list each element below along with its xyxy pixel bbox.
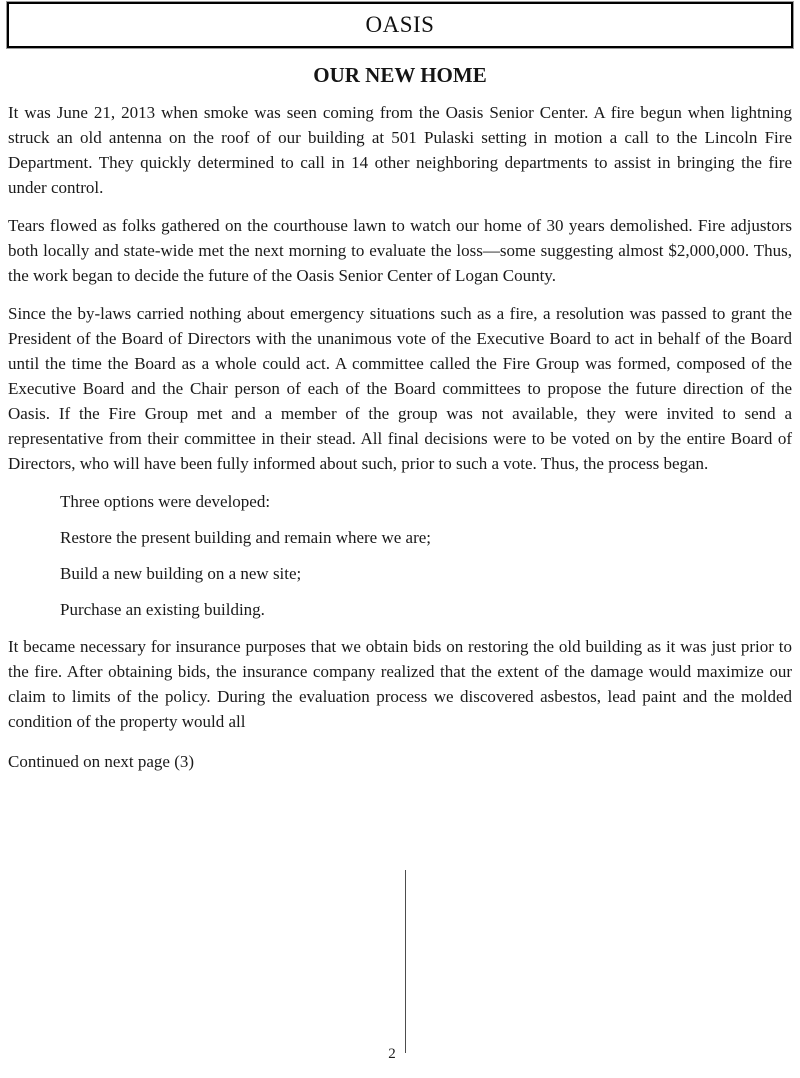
article-heading: OUR NEW HOME [313,63,487,87]
newsletter-page [0,2,800,1078]
paragraph-insurance: It became necessary for insurance purposes that we obtain bids on restoring the old building as it was just prior to the fire. After obtaining bids, the insurance company realized that the extent of the damage would maximize our claim to limits of the policy. During the evaluation process we discovered asbestos, lead paint and the molded condition of the property would all [8,637,792,731]
masthead [7,2,793,48]
option-build-new: Build a new building on a new site; [60,564,302,583]
options-intro: Three options were developed: [60,492,271,511]
paragraph-fire-start: It was June 21, 2013 when smoke was seen coming from the Oasis Senior Center. A fire begun when lightning struck an old antenna on the roof of our building at 501 Pulaski setting in motion a call to the Lincoln Fire Department. They quickly determined to call in 14 other neighboring departments to assist in bringing the fire under control. [8,103,792,197]
page-number: 2 [388,1046,396,1062]
option-purchase: Purchase an existing building. [60,600,265,619]
option-restore: Restore the present building and remain where we are; [60,528,432,547]
masthead-title: OASIS [365,12,435,37]
continued-note: Continued on next page (3) [8,752,195,771]
paragraph-demolished: Tears flowed as folks gathered on the courthouse lawn to watch our home of 30 years demolished. Fire adjustors both locally and state-wide met the next morning to evaluate the loss—some suggesting almost $2,000,000. Thus, the work began to decide the future of the Oasis Senior Center of Logan County. [8,216,792,285]
footer-divider [405,870,406,1053]
article-body [0,100,800,774]
paragraph-fire-group: Since the by-laws carried nothing about emergency situations such as a fire, a resolution was passed to grant the President of the Board of Directors with the unanimous vote of the Executive Board to act in behalf of the Board until the time the Board as a whole could act. A committee called the Fire Group was formed, composed of the Executive Board and the Chair person of each of the Board committees to propose the future direction of the Oasis. If the Fire Group met and a member of the group was not available, they were invited to send a representative from their committee in their stead. All final decisions were to be voted on by the entire Board of Directors, who will have been fully informed about such, prior to such a vote. Thus, the process began. [8,304,792,473]
